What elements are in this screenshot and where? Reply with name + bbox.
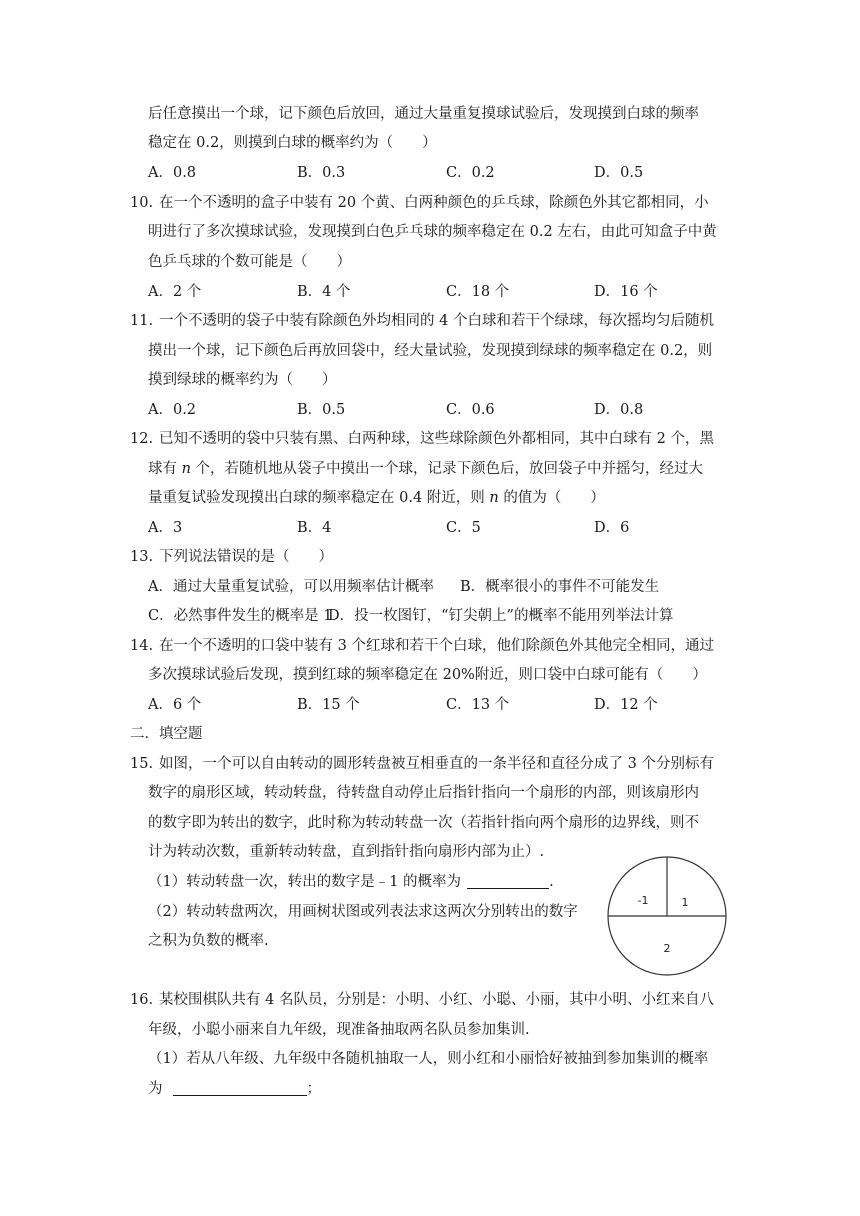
q10-line-3: 色乒乓球的个数可能是（ ） bbox=[148, 254, 351, 270]
q11-number: 11. bbox=[130, 313, 154, 329]
q9-option-a: A．0.8 bbox=[148, 165, 197, 181]
q11-option-d: D．0.8 bbox=[594, 402, 644, 418]
q15-line-2: 数字的扇形区域，转动转盘，待转盘自动停止后指针指向一个扇形的内部，则该扇形内 bbox=[148, 785, 699, 801]
spinner-label-1: 1 bbox=[681, 896, 689, 909]
q15-line-1: 如图，一个可以自由转动的圆形转盘被互相垂直的一条半径和直径分成了 3 个分别标有 bbox=[159, 756, 714, 772]
q9-option-b: B．0.3 bbox=[297, 165, 346, 181]
q16-answer-blank[interactable] bbox=[173, 1079, 307, 1096]
spinner-label-2: 2 bbox=[663, 942, 671, 955]
q16-line-1: 某校围棋队共有 4 名队员，分别是：小明、小红、小聪、小丽，其中小明、小红来自八 bbox=[159, 992, 714, 1008]
q15-answer-blank[interactable] bbox=[467, 872, 549, 889]
q15-line-4: 计为转动次数，重新转动转盘，直到指针指向扇形内部为止）. bbox=[148, 844, 545, 860]
q12-number: 12. bbox=[130, 431, 154, 447]
q10-option-a: A．2 个 bbox=[148, 284, 202, 300]
q11-line-1: 一个不透明的袋子中装有除颜色外均相同的 4 个白球和若干个绿球，每次摇均匀后随机 bbox=[159, 313, 714, 329]
q13-option-b: B．概率很小的事件不可能发生 bbox=[460, 579, 660, 595]
q10-option-d: D．16 个 bbox=[594, 284, 658, 300]
q12-option-b: B．4 bbox=[297, 520, 332, 536]
q11-line-2: 摸出一个球，记下颜色后再放回袋中，经大量试验，发现摸到绿球的频率稳定在 0.2，则 bbox=[148, 343, 713, 359]
q13-option-a: A．通过大量重复试验，可以用频率估计概率 bbox=[148, 579, 434, 595]
q15-sub-2-line-2: 之积为负数的概率. bbox=[148, 933, 269, 949]
q11-option-a: A．0.2 bbox=[148, 402, 197, 418]
q9-option-c: C．0.2 bbox=[446, 165, 495, 181]
q12-line-2 bbox=[148, 459, 703, 479]
q14-line-2: 多次摸球试验后发现，摸到红球的频率稳定在 20%附近，则口袋中白球可能有（ ） bbox=[148, 667, 707, 683]
q16-sub-1-prefix: 为 bbox=[148, 1081, 163, 1097]
q14-option-c: C．13 个 bbox=[446, 697, 510, 713]
q11-option-c: C．0.6 bbox=[446, 402, 495, 418]
q14-option-d: D．12 个 bbox=[594, 697, 658, 713]
q9-line-1: 后任意摸出一个球，记下颜色后放回，通过大量重复摸球试验后，发现摸到白球的频率 bbox=[148, 106, 699, 122]
q15-number: 15. bbox=[130, 756, 154, 772]
q12-line-2-post: 个，若随机地从袋子中摸出一个球，记录下颜色后，放回袋子中并摇匀，经过大 bbox=[190, 461, 704, 477]
section-fill-in-heading: 二．填空题 bbox=[130, 726, 203, 742]
q12-line-3-post: 的值为（ ） bbox=[498, 490, 605, 506]
q16-line-2: 年级，小聪小丽来自九年级，现准备抽取两名队员参加集训. bbox=[148, 1022, 530, 1038]
q12-line-3 bbox=[148, 488, 605, 508]
q12-var-n-2: n bbox=[489, 490, 499, 506]
q15-line-3: 的数字即为转出的数字，此时称为转动转盘一次（若指针指向两个扇形的边界线，则不 bbox=[148, 815, 699, 831]
q12-line-1: 已知不透明的袋中只装有黑、白两种球，这些球除颜色外都相同，其中白球有 2 个，黑 bbox=[159, 431, 714, 447]
q12-line-3-pre: 量重复试验发现摸出白球的频率稳定在 0.4 附近，则 bbox=[148, 490, 490, 506]
q14-line-1: 在一个不透明的口袋中装有 3 个红球和若干个白球，他们除颜色外其他完全相同，通过 bbox=[159, 638, 714, 654]
q9-line-2: 稳定在 0.2，则摸到白球的概率约为（ ） bbox=[148, 135, 437, 151]
q12-var-n: n bbox=[181, 461, 191, 477]
q14-number: 14. bbox=[130, 638, 154, 654]
q10-number: 10. bbox=[130, 195, 154, 211]
q10-line-1: 在一个不透明的盒子中装有 20 个黄、白两种颜色的乒乓球，除颜色外其它都相同，小 bbox=[159, 195, 709, 211]
q16-sub-1-line-2 bbox=[148, 1079, 321, 1099]
q16-sub-1-end: ； bbox=[306, 1081, 321, 1097]
q10-option-c: C．18 个 bbox=[446, 284, 510, 300]
q15-sub-1-text: （1）转动转盘一次，转出的数字是﹣1 的概率为 bbox=[148, 874, 462, 890]
q13-option-c: C．必然事件发生的概率是 1 bbox=[148, 608, 333, 624]
q14-option-a: A．6 个 bbox=[148, 697, 202, 713]
q15-sub-2-line-1: （2）转动转盘两次，用画树状图或列表法求这两次分别转出的数字 bbox=[148, 904, 578, 920]
q15-sub-1 bbox=[148, 872, 554, 892]
q10-line-2: 明进行了多次摸球试验，发现摸到白色乒乓球的频率稳定在 0.2 左右，由此可知盒子中黄 bbox=[148, 224, 717, 240]
q13-number: 13. bbox=[130, 549, 154, 565]
q14-option-b: B．15 个 bbox=[297, 697, 360, 713]
q13-option-d: D．投一枚图钉，“钉尖朝上”的概率不能用列举法计算 bbox=[328, 608, 674, 624]
q12-option-d: D．6 bbox=[594, 520, 630, 536]
spinner-figure bbox=[605, 854, 729, 978]
q12-line-2-pre: 球有 bbox=[148, 461, 182, 477]
q13-line-1: 下列说法错误的是（ ） bbox=[159, 549, 333, 565]
q16-sub-1-line-1: （1）若从八年级、九年级中各随机抽取一人，则小红和小丽恰好被抽到参加集训的概率 bbox=[148, 1051, 709, 1067]
spinner-label-neg1: -1 bbox=[637, 894, 649, 907]
q11-line-3: 摸到绿球的概率约为（ ） bbox=[148, 372, 337, 388]
q11-option-b: B．0.5 bbox=[297, 402, 346, 418]
q16-number: 16. bbox=[130, 992, 154, 1008]
q9-option-d: D．0.5 bbox=[594, 165, 644, 181]
q12-option-a: A．3 bbox=[148, 520, 183, 536]
q10-option-b: B．4 个 bbox=[297, 284, 351, 300]
q12-option-c: C．5 bbox=[446, 520, 481, 536]
q15-sub-1-end: . bbox=[549, 874, 554, 890]
